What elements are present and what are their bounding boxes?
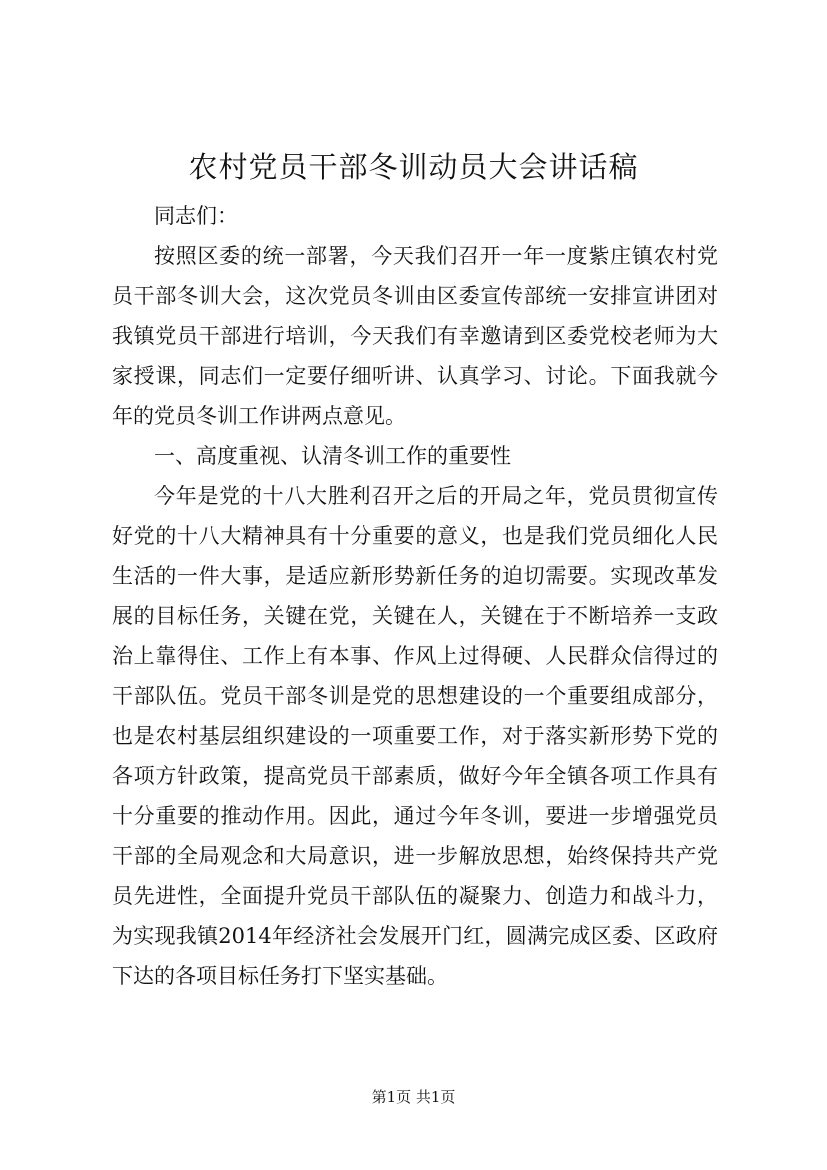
page-footer: 第1页 共1页 (371, 1088, 456, 1106)
paragraph-intro: 按照区委的统一部署，今天我们召开一年一度紫庄镇农村党员干部冬训大会，这次党员冬训由区委宣传部统一安排宣讲团对我镇党员干部进行培训，今天我们有幸邀请到区委党校老师为大家授课，同志们一定要仔细听讲、认真学习、讨论。下面我就今年的党员冬训工作讲两点意见。 (112, 244, 718, 428)
section-heading-1: 一、高度重视、认清冬训工作的重要性 (154, 444, 511, 468)
document-title: 农村党员干部冬训动员大会讲话稿 (188, 150, 639, 184)
greeting-line: 同志们： (154, 204, 238, 228)
document-body (112, 196, 718, 996)
paragraph-section-1: 今年是党的十八大胜利召开之后的开局之年，党员贯彻宣传好党的十八大精神具有十分重要的意义，也是我们党员细化人民生活的一件大事，是适应新形势新任务的迫切需要。实现改革发展的目标任务，关键在党，关键在人，关键在于不断培养一支政治上靠得住、工作上有本事、作风上过得硬、人民群众信得过的干部队伍。党员干部冬训是党的思想建设的一个重要组成部分，也是农村基层组织建设的一项重要工作，对于落实新形势下党的各项方针政策，提高党员干部素质，做好今年全镇各项工作具有十分重要的推动作用。因此，通过今年冬训，要进一步增强党员干部的全局观念和大局意识，进一步解放思想，始终保持共产党员先进性，全面提升党员干部队伍的凝聚力、创造力和战斗力，为实现我镇2014年经济社会发展开门红，圆满完成区委、区政府下达的各项目标任务打下坚实基础。 (112, 484, 718, 988)
